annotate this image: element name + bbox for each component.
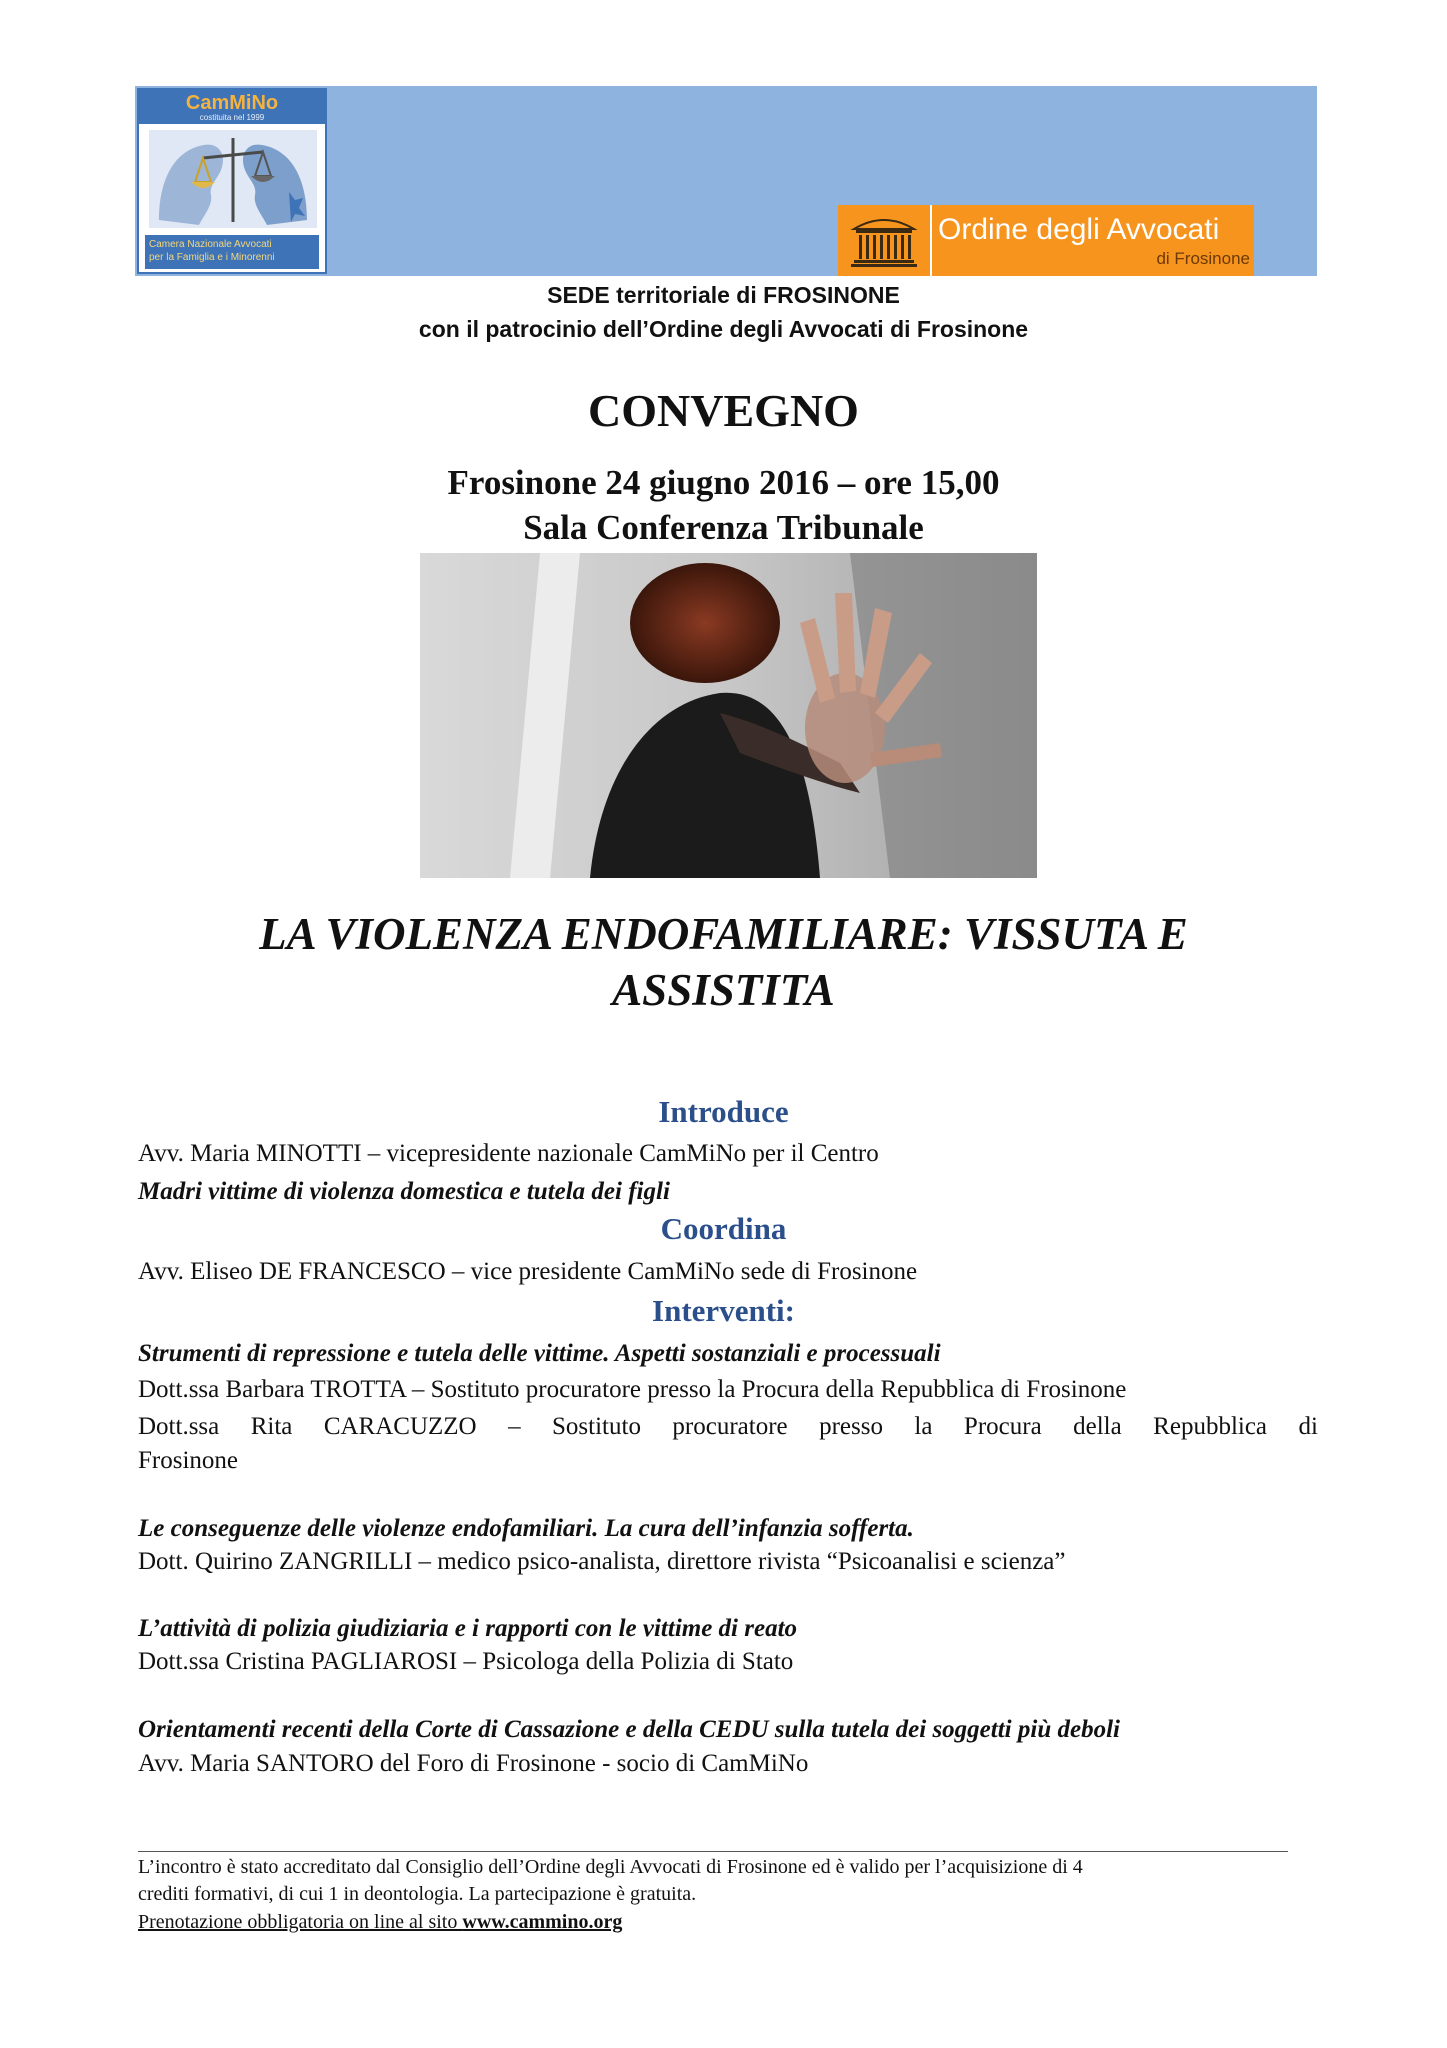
- interventi-topic-4: Orientamenti recenti della Corte di Cassazione e della CEDU sulla tutela dei soggetti più deboli: [138, 1716, 1120, 1743]
- conference-title-line2: ASSISTITA: [612, 965, 835, 1015]
- interventi-speaker-5: Avv. Maria SANTORO del Foro di Frosinone - socio di CamMiNo: [138, 1750, 809, 1777]
- interventi-topic-2: Le conseguenze delle violenze endofamiliari. La cura dell’infanzia sofferta.: [138, 1515, 914, 1542]
- logo-since: costituita nel 1999: [199, 113, 265, 122]
- ordine-city: di Frosinone: [1156, 249, 1250, 268]
- interventi-speaker-2: Dott.ssa Rita CARACUZZO – Sostituto procuratore presso la Procura della Repubblica di: [138, 1413, 1318, 1440]
- footer-booking-line: Prenotazione obbligatoria on line al sito www.cammino.org: [138, 1911, 623, 1933]
- ordine-name: Ordine degli Avvocati: [938, 213, 1220, 246]
- interventi-topic-3: L’attività di polizia giudiziaria e i rapporti con le vittime di reato: [138, 1615, 798, 1642]
- logo-caption: Camera Nazionale Avvocati per la Famiglia e i Minorenni: [145, 235, 319, 269]
- woman-hand-stop-photo: [420, 553, 1037, 878]
- interventi-speaker-2-cont: Frosinone: [138, 1447, 238, 1474]
- coordina-heading: Coordina: [660, 1211, 787, 1246]
- cammino-website-link[interactable]: www.cammino.org: [462, 1911, 623, 1933]
- introduce-topic: Madri vittime di violenza domestica e tutela dei figli: [138, 1178, 670, 1205]
- coordina-speaker: Avv. Eliseo DE FRANCESCO – vice presidente CamMiNo sede di Frosinone: [138, 1258, 918, 1285]
- footer-accreditation-line2: crediti formativi, di cui 1 in deontologia. La partecipazione è gratuita.: [138, 1883, 697, 1905]
- event-datetime: Frosinone 24 giugno 2016 – ore 15,00: [447, 463, 1000, 502]
- courthouse-icon: [848, 213, 920, 269]
- introduce-speaker: Avv. Maria MINOTTI – vicepresidente nazionale CamMiNo per il Centro: [138, 1140, 879, 1167]
- introduce-heading: Introduce: [658, 1094, 789, 1129]
- justice-scales-icon: [149, 130, 317, 228]
- sede-line: SEDE territoriale di FROSINONE: [547, 282, 900, 308]
- logo-brand: CamMiNo: [185, 92, 279, 114]
- interventi-speaker-3: Dott. Quirino ZANGRILLI – medico psico-analista, direttore rivista “Psicoanalisi e scienza”: [138, 1548, 1066, 1575]
- cammino-logo: [137, 88, 327, 274]
- footer-accreditation-line1: L’incontro è stato accreditato dal Consiglio dell’Ordine degli Avvocati di Frosinone ed è valido per l’acquisizione di 4: [138, 1856, 1083, 1878]
- ordine-avvocati-logo: [838, 205, 1254, 276]
- interventi-heading: Interventi:: [652, 1293, 795, 1328]
- patrocinio-line: con il patrocinio dell’Ordine degli Avvocati di Frosinone: [418, 316, 1029, 342]
- interventi-topic-1: Strumenti di repressione e tutela delle vittime. Aspetti sostanziali e processuali: [138, 1340, 941, 1367]
- footer-divider: [138, 1851, 1288, 1852]
- event-venue: Sala Conferenza Tribunale: [523, 508, 924, 547]
- interventi-speaker-1: Dott.ssa Barbara TROTTA – Sostituto procuratore presso la Procura della Repubblica di Frosinone: [138, 1376, 1127, 1403]
- interventi-speaker-4: Dott.ssa Cristina PAGLIAROSI – Psicologa della Polizia di Stato: [138, 1648, 794, 1675]
- conference-title-line1: LA VIOLENZA ENDOFAMILIARE: VISSUTA E: [259, 909, 1188, 959]
- event-type-heading: CONVEGNO: [588, 385, 859, 436]
